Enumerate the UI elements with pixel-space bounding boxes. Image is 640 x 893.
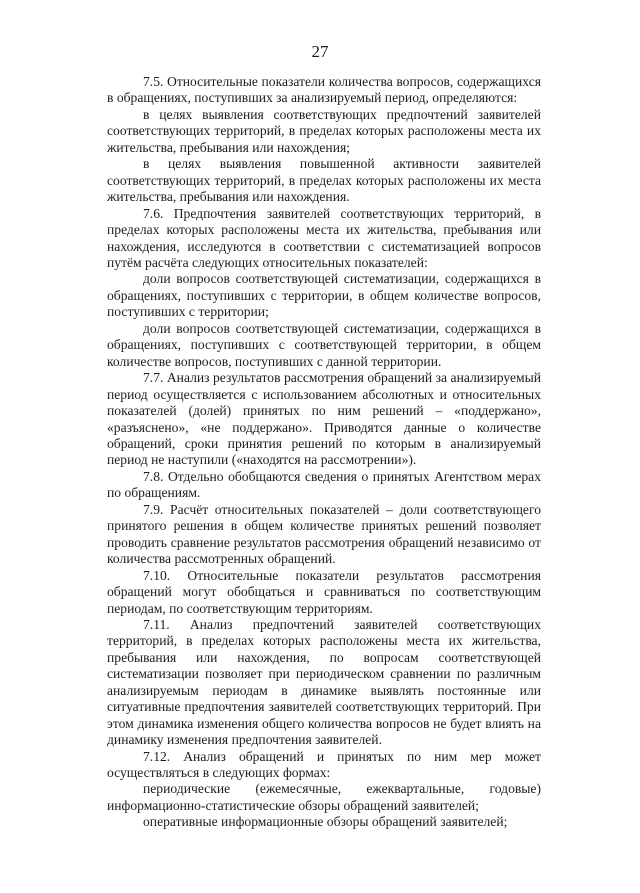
page-number: 27 (311, 42, 329, 61)
paragraph-7-12: 7.12. Анализ обращений и принятых по ним мер может осуществляться в следующих формах: (107, 748, 541, 781)
paragraph-7-5-item-2: в целях выявления повышенной активности заявителей соответствующих территорий, в пределах которых расположены их места жительства, пребывания или нахождения. (107, 156, 541, 205)
paragraph-7-5: 7.5. Относительные показатели количества вопросов, содержащихся в обращениях, поступивших за анализируемый период, определяются: (107, 74, 541, 106)
paragraph-7-6-item-1: доли вопросов соответствующей систематизации, содержащихся в обращениях, поступивших с территории, в общем количестве вопросов, поступивших с территории; (107, 271, 541, 320)
paragraph-7-11: 7.11. Анализ предпочтений заявителей соответствующих территорий, в пределах которых расположены места их жительства, пребывания или нахождения, по вопросам соответствующей систематизации позволяет при периодическом сравнении по различным анализируемым периодам в динамике выявлять постоянные или ситуативные предпочтения заявителей соответствующих территорий. При этом динамика изменения общего количества вопросов не будет влиять на динамику изменения предпочтения заявителей. (107, 616, 541, 748)
document-body (107, 74, 541, 831)
paragraph-7-8: 7.8. Отдельно обобщаются сведения о принятых Агентством мерах по обращениям. (107, 468, 541, 501)
paragraph-7-10: 7.10. Относительные показатели результатов рассмотрения обращений могут обобщаться и сравниваться по соответствующим периодам, по соответствующим территориям. (107, 567, 541, 616)
paragraph-7-12-item-2: оперативные информационные обзоры обращений заявителей; (143, 814, 508, 830)
paragraph-7-5-item-1: в целях выявления соответствующих предпочтений заявителей соответствующих территорий, в пределах которых расположены места их жительства, пребывания или нахождения; (107, 106, 541, 155)
paragraph-7-6-item-2: доли вопросов соответствующей систематизации, содержащихся в обращениях, поступивших с соответствующей территории, в общем количестве вопросов, поступивших с данной территории. (107, 320, 541, 369)
paragraph-7-9: 7.9. Расчёт относительных показателей – доли соответствующего принятого решения в общем количестве принятых решений позволяет проводить сравнение результатов рассмотрения обращений независимо от количества рассмотренных обращений. (107, 501, 541, 567)
paragraph-7-6: 7.6. Предпочтения заявителей соответствующих территорий, в пределах которых расположены места их жительства, пребывания или нахождения, исследуются в соответствии с систематизацией вопросов путём расчёта следующих относительных показателей: (107, 205, 541, 270)
paragraph-7-12-item-1: периодические (ежемесячные, ежеквартальные, годовые) информационно-статистические обзоры обращений заявителей; (107, 781, 541, 813)
paragraph-7-7: 7.7. Анализ результатов рассмотрения обращений за анализируемый период осуществляется с использованием абсолютных и относительных показателей (долей) принятых по ним решений – «поддержано», «разъяснено», «не поддержано». Приводятся данные о количестве обращений, сроки принятия решений по которым в анализируемый период не наступили («находятся на рассмотрении»). (107, 370, 541, 468)
